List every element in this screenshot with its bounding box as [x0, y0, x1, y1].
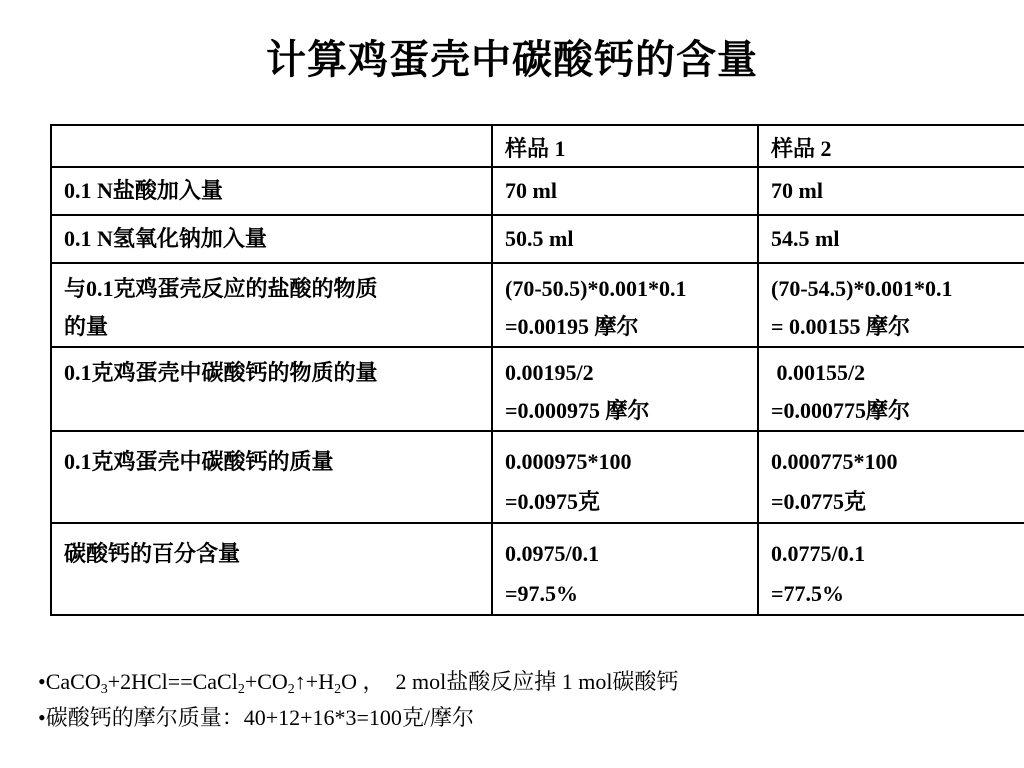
header-cell-sample-2: 样品 2 [758, 125, 1024, 167]
cell-line: =0.000975 摩尔 [505, 398, 650, 423]
equation-part: +CO [244, 669, 288, 694]
sample-1-cell [492, 215, 758, 263]
sample-1-cell [492, 167, 758, 215]
molar-mass-text: 碳酸钙的摩尔质量：40+12+16*3=100克/摩尔 [45, 705, 475, 730]
cell-line: =77.5% [771, 581, 845, 606]
header-cell-empty [51, 125, 492, 167]
sample-2-cell [758, 263, 1024, 347]
sample-2-cell [758, 167, 1024, 215]
sample-2-cell [758, 347, 1024, 431]
cell-line: (70-50.5)*0.001*0.1 [505, 276, 687, 301]
row-label-line: 碳酸钙的百分含量 [64, 541, 241, 566]
sample-2-cell [758, 215, 1024, 263]
subscript: 2 [334, 682, 342, 697]
cell-line: 0.00155/2 [771, 360, 866, 385]
cell-line: 54.5 ml [771, 226, 840, 251]
row-label: 0.1 N盐酸加入量 [51, 167, 492, 215]
row-label-line: 0.1克鸡蛋壳中碳酸钙的物质的量 [64, 360, 378, 385]
equation-part: O ， 2 mol盐酸反应掉 1 mol碳酸钙 [341, 669, 679, 694]
row-label [51, 347, 492, 431]
cell-line: 70 ml [505, 178, 557, 203]
subscript: 2 [287, 682, 295, 697]
cell-line: 70 ml [771, 178, 823, 203]
cell-line: =0.0775克 [771, 489, 867, 514]
table-row [51, 215, 1024, 263]
notes [38, 664, 678, 736]
cell-line: 0.0975/0.1 [505, 541, 600, 566]
table-row [51, 263, 1024, 347]
sample-1-cell [492, 431, 758, 523]
equation-part: +2HCl==CaCl [107, 669, 238, 694]
row-label [51, 523, 492, 615]
cell-line: =0.000775摩尔 [771, 398, 911, 423]
row-label-line: 与0.1克鸡蛋壳反应的盐酸的物质 [64, 276, 378, 301]
bullet: • [38, 705, 46, 730]
sample-2-cell [758, 523, 1024, 615]
reaction-note [38, 664, 678, 700]
cell-line: (70-54.5)*0.001*0.1 [771, 276, 953, 301]
subscript: 2 [237, 682, 245, 697]
bullet: • [38, 669, 46, 694]
cell-line: 0.0775/0.1 [771, 541, 866, 566]
row-label [51, 263, 492, 347]
table-row [51, 347, 1024, 431]
row-label: 0.1 N氢氧化钠加入量 [51, 215, 492, 263]
row-label-line: 的量 [64, 314, 109, 339]
calculation-table [50, 124, 1024, 616]
cell-line: 50.5 ml [505, 226, 574, 251]
header-cell-sample-1: 样品 1 [492, 125, 758, 167]
subscript: 3 [100, 682, 108, 697]
cell-line: =0.00195 摩尔 [505, 314, 639, 339]
table-row [51, 523, 1024, 615]
sample-1-cell [492, 523, 758, 615]
equation-part: ↑+H [294, 669, 335, 694]
sample-1-cell [492, 347, 758, 431]
cell-line: 0.000975*100 [505, 449, 632, 474]
page-title: 计算鸡蛋壳中碳酸钙的含量 [266, 37, 758, 83]
molar-mass-note [38, 700, 678, 736]
table-header-row [51, 125, 1024, 167]
sample-1-cell [492, 263, 758, 347]
row-label-line: 0.1克鸡蛋壳中碳酸钙的质量 [64, 449, 334, 474]
cell-line: =0.0975克 [505, 489, 601, 514]
cell-line: = 0.00155 摩尔 [771, 314, 911, 339]
equation-part: CaCO [45, 669, 101, 694]
cell-line: 0.00195/2 [505, 360, 594, 385]
table-row [51, 167, 1024, 215]
cell-line: 0.000775*100 [771, 449, 898, 474]
row-label [51, 431, 492, 523]
table-row [51, 431, 1024, 523]
sample-2-cell [758, 431, 1024, 523]
cell-line: =97.5% [505, 581, 579, 606]
